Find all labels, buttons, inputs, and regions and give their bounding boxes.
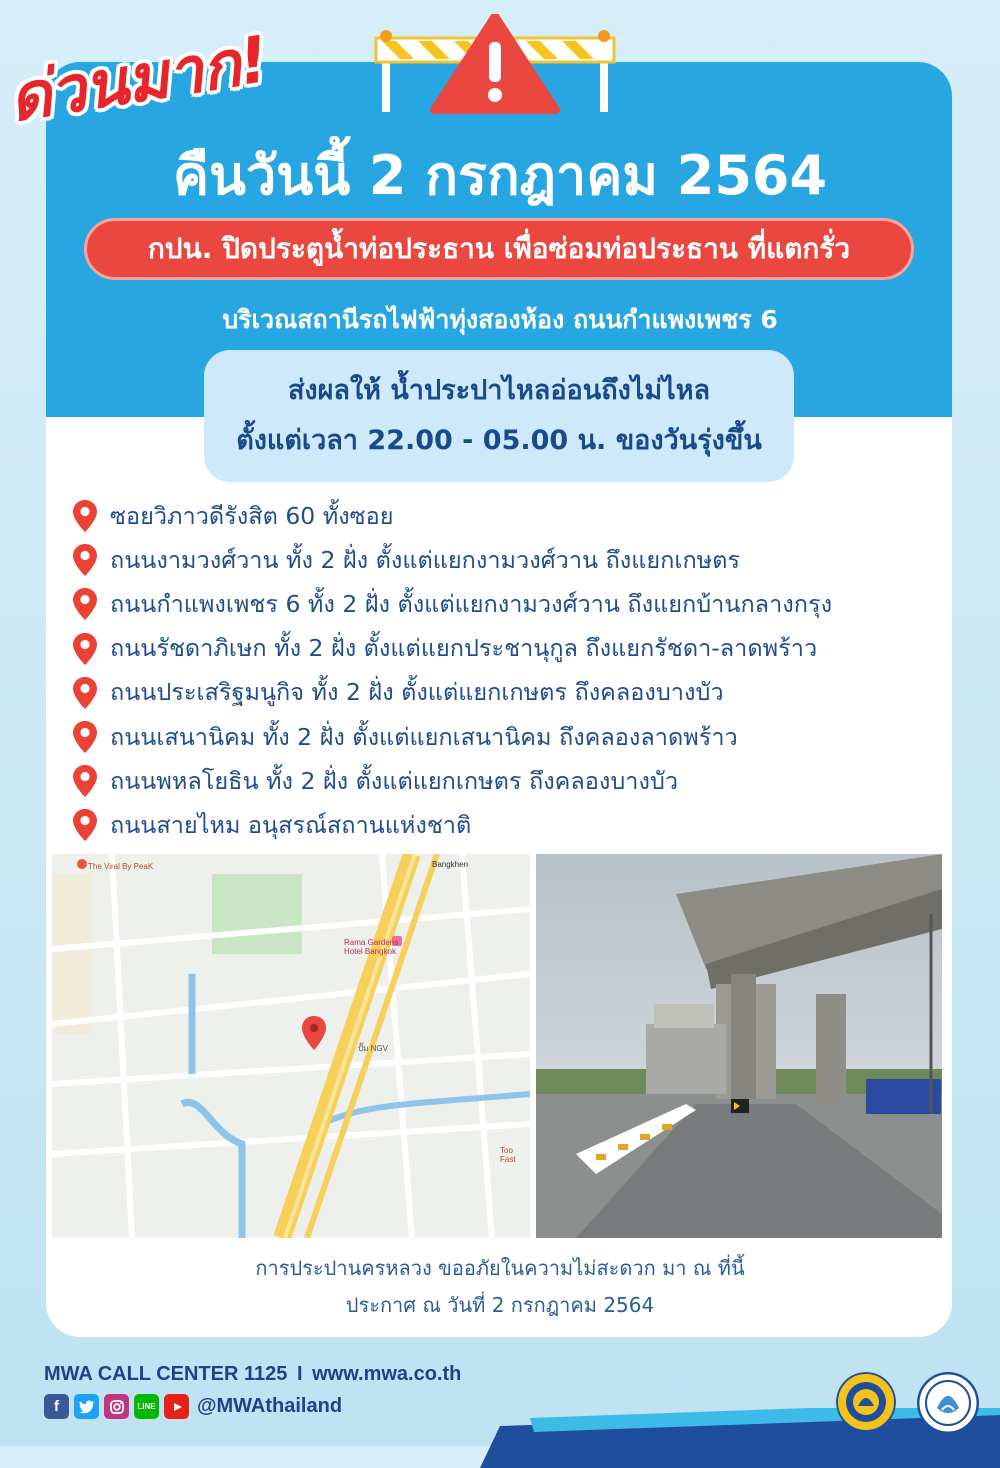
separator: I: [296, 1363, 303, 1385]
instagram-icon[interactable]: [104, 1394, 129, 1419]
location-pin-icon: [72, 720, 98, 754]
location-pin-icon: [72, 543, 98, 577]
contact-line: [44, 1363, 461, 1386]
government-emblem-logo: [836, 1372, 896, 1432]
map-label-bangkhen: Bangkhen: [432, 860, 469, 869]
warning-icon: [374, 14, 624, 114]
list-item: [72, 715, 832, 759]
area-text: ถนนรัชดาภิเษก ทั้ง 2 ฝั่ง ตั้งแต่แยกประชานุกูล ถึงแยกรัชดา-ลาดพร้าว: [110, 634, 818, 663]
list-item: [72, 538, 832, 582]
line-icon[interactable]: LINE: [134, 1394, 159, 1419]
street-photo-graphic: [536, 854, 942, 1238]
date-title: คืนวันนี้ 2 กรกฎาคม 2564: [172, 144, 828, 207]
map-label-ngv: ปั๊ม NGV: [358, 1044, 388, 1053]
area-text: ถนนสายไหม อนุสรณ์สถานแห่งชาติ: [110, 810, 472, 839]
youtube-icon[interactable]: [164, 1394, 189, 1419]
location-pin-icon: [72, 499, 98, 533]
twitter-icon[interactable]: [74, 1394, 99, 1419]
location-pin-icon: [72, 808, 98, 842]
location-pin-icon: [72, 764, 98, 798]
list-item: [72, 582, 832, 626]
location-pin-icon: [72, 587, 98, 621]
area-text: ถนนพหลโยธิน ทั้ง 2 ฝั่ง ตั้งแต่แยกเกษตร ถึงคลองบางบัว: [110, 766, 679, 795]
list-item: [72, 803, 832, 847]
effect-box: [204, 350, 794, 482]
list-item: [72, 671, 832, 715]
apology-text: การประปานครหลวง ขออภัยในความไม่สะดวก มา ณ ที่นี้: [255, 1256, 745, 1280]
urgent-label: ด่วนมาก!: [3, 23, 273, 137]
mwa-logo: [917, 1372, 979, 1434]
map-label-toofast: Too Fast: [500, 1146, 516, 1164]
list-item: [72, 627, 832, 671]
affected-area-list: [72, 494, 832, 848]
closure-announcement: กปน. ปิดประตูน้ำท่อประธาน เพื่อซ่อมท่อประธาน ที่แตกรั่ว: [84, 218, 914, 280]
announcement-date: ประกาศ ณ วันที่ 2 กรกฎาคม 2564: [345, 1293, 655, 1317]
social-handle[interactable]: @MWAthailand: [197, 1395, 343, 1417]
area-text: ถนนประเสริฐมนูกิจ ทั้ง 2 ฝั่ง ตั้งแต่แยกเกษตร ถึงคลองบางบัว: [110, 678, 724, 707]
call-center-label: MWA CALL CENTER 1125: [44, 1363, 288, 1385]
map-graphic: [52, 854, 530, 1238]
social-links: [44, 1394, 342, 1419]
website-link[interactable]: www.mwa.co.th: [312, 1363, 462, 1385]
list-item: [72, 759, 832, 803]
location-pin-icon: [72, 632, 98, 666]
site-photo: [536, 854, 942, 1238]
location-map: [52, 854, 530, 1238]
facebook-icon[interactable]: f: [44, 1394, 69, 1419]
location-text: บริเวณสถานีรถไฟฟ้าทุ่งสองห้อง ถนนกำแพงเพชร 6: [222, 305, 778, 334]
location-pin-icon: [72, 676, 98, 710]
area-text: ถนนกำแพงเพชร 6 ทั้ง 2 ฝั่ง ตั้งแต่แยกงามวงศ์วาน ถึงแยกบ้านกลางกรุง: [110, 589, 833, 618]
effect-line-2: ตั้งแต่เวลา 22.00 - 05.00 น. ของวันรุ่งขึ้น: [236, 425, 762, 456]
list-item: [72, 494, 832, 538]
area-text: ถนนเสนานิคม ทั้ง 2 ฝั่ง ตั้งแต่แยกเสนานิคม ถึงคลองลาดพร้าว: [110, 722, 738, 751]
area-text: ถนนงามวงศ์วาน ทั้ง 2 ฝั่ง ตั้งแต่แยกงามวงศ์วาน ถึงแยกเกษตร: [110, 545, 741, 574]
map-label-viral: The Viral By PeaK: [88, 862, 154, 871]
area-text: ซอยวิภาวดีรังสิต 60 ทั้งซอย: [110, 501, 394, 530]
effect-line-1: ส่งผลให้ น้ำประปาไหลอ่อนถึงไม่ไหล: [287, 375, 711, 406]
map-label-hotel: Rama Gardens Hotel Bangkok: [344, 938, 399, 956]
